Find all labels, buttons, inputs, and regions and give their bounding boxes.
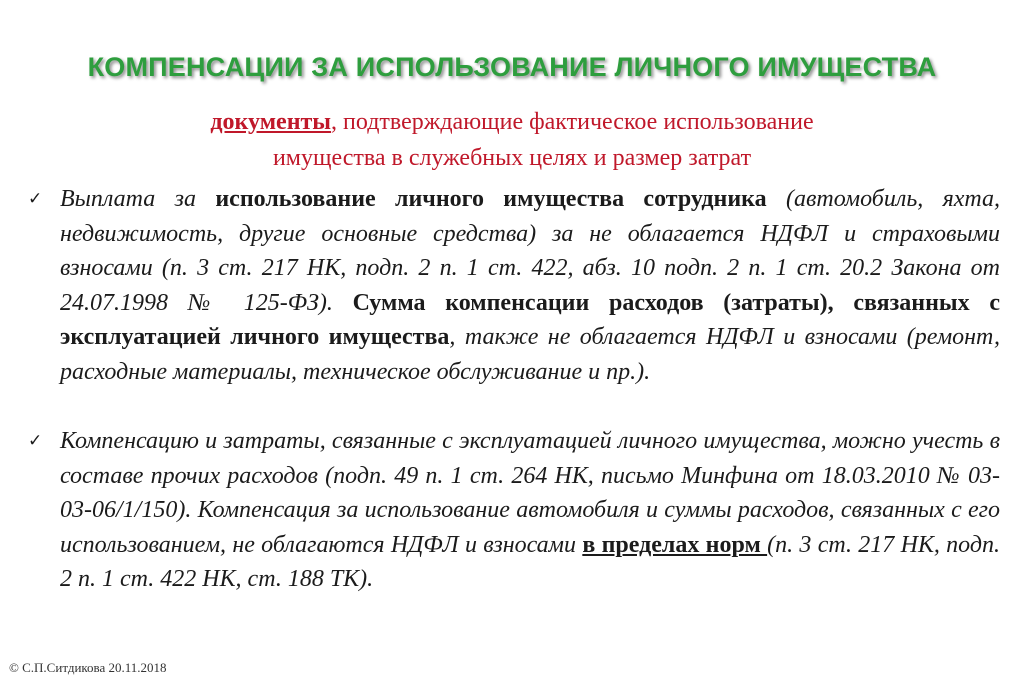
- subtitle-line1-rest: , подтверждающие фактическое использование: [331, 109, 814, 135]
- bullet-2-bold-underlined: в пределах норм: [582, 531, 768, 558]
- bullet-1-bold-2: Сумма компенсации расходов (затраты), связанных с эксплуатацией личного имущества: [60, 289, 1000, 351]
- footer-copyright: © С.П.Ситдикова 20.11.2018: [9, 660, 167, 675]
- bullet-1-bold-1: использование личного имущества сотрудника: [215, 186, 767, 212]
- checkmark-icon: ✓: [28, 431, 43, 451]
- slide-title: КОМПЕНСАЦИИ ЗА ИСПОЛЬЗОВАНИЕ ЛИЧНОГО ИМУЩЕСТВА: [87, 52, 937, 82]
- bullet-1-text-2: (автомобиль, яхта, недвижимость, другие основные средства) за не облагается НДФЛ и страховыми взносами (п. 3 ст. 217 НК, подп. 2 п. 1 ст. 422, абз. 10 подп. 2 п. 1 ст. 20.2 Закона от 24.07.1998 № 125-ФЗ).: [60, 186, 1001, 316]
- bullet-item-2: [28, 424, 1001, 597]
- bullet-2-text-1: Компенсацию и затраты, связанные с эксплуатацией личного имущества, можно учесть в составе прочих расходов (подп. 49 п. 1 ст. 264 НК, письмо Минфина от 18.03.2010 № 03-03-06/1/150). Компенсация за использование автомобиля и суммы расходов, связанных с его использованием, не облагаются НДФЛ и взносами: [60, 428, 1000, 558]
- subtitle-line2: имущества в служебных целях и размер затрат: [272, 145, 752, 171]
- subtitle-lead: документы: [210, 109, 332, 135]
- bullet-1-text-1: Выплата за: [60, 186, 216, 212]
- slide-subtitle: [0, 104, 1024, 176]
- checkmark-icon: ✓: [28, 189, 43, 209]
- bullet-2-text-2: (п. 3 ст. 217 НК, подп. 2 п. 1 ст. 422 НК, ст. 188 ТК).: [60, 531, 1001, 593]
- bullet-item-1: [28, 182, 1001, 390]
- bullet-1-text-3: , также не облагается НДФЛ и взносами (ремонт, расходные материалы, техническое обслуживание и пр.).: [60, 324, 1000, 385]
